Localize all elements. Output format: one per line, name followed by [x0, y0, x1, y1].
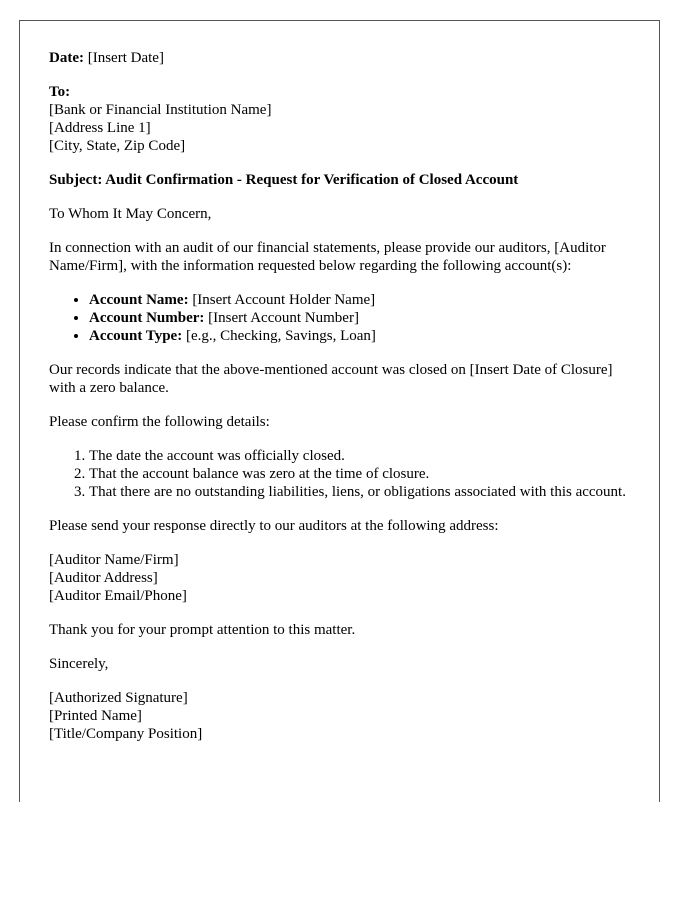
account-type-label: Account Type:	[89, 328, 183, 344]
account-number-value: [Insert Account Number]	[204, 310, 359, 326]
thanks-line: Thank you for your prompt attention to this matter.	[49, 622, 356, 638]
list-item	[89, 291, 629, 309]
recipient-city: [City, State, Zip Code]	[49, 138, 186, 154]
account-type-value: [e.g., Checking, Savings, Loan]	[182, 328, 376, 344]
recipient-name: [Bank or Financial Institution Name]	[49, 102, 272, 118]
recipient-label: To:	[49, 84, 71, 100]
authorized-signature: [Authorized Signature]	[49, 690, 188, 706]
records-paragraph: Our records indicate that the above-mentioned account was closed on [Insert Date of Closure] with a zero balance.	[49, 362, 613, 396]
closing-line: Sincerely,	[49, 656, 109, 672]
auditor-email-phone: [Auditor Email/Phone]	[49, 588, 187, 604]
account-details-list	[49, 291, 629, 345]
list-item: 3. That there are no outstanding liabilities, liens, or obligations associated with this account.	[89, 483, 629, 501]
response-request: Please send your response directly to our auditors at the following address:	[49, 518, 499, 534]
intro-paragraph: In connection with an audit of our financial statements, please provide our auditors, [Auditor Name/Firm], with the information requested below regarding the following account(s):	[49, 240, 606, 274]
auditor-address: [Auditor Address]	[49, 570, 158, 586]
confirm-items-list	[49, 447, 629, 501]
list-item	[89, 309, 629, 327]
recipient-address: [Address Line 1]	[49, 120, 151, 136]
list-item: 1. The date the account was officially closed.	[89, 447, 629, 465]
signature-block	[49, 689, 629, 743]
salutation: To Whom It May Concern,	[49, 206, 212, 222]
title-position: [Title/Company Position]	[49, 726, 203, 742]
subject-line	[49, 171, 629, 189]
account-name-label: Account Name:	[89, 292, 189, 308]
recipient-label-line	[49, 83, 629, 101]
date-line	[49, 49, 629, 67]
recipient-block	[49, 83, 629, 155]
list-item	[89, 327, 629, 345]
printed-name: [Printed Name]	[49, 708, 142, 724]
auditor-name: [Auditor Name/Firm]	[49, 552, 179, 568]
account-name-value: [Insert Account Holder Name]	[188, 292, 376, 308]
letter-page	[19, 20, 660, 802]
account-number-label: Account Number:	[89, 310, 205, 326]
auditor-contact-block	[49, 551, 629, 605]
list-item: 2. That the account balance was zero at the time of closure.	[89, 465, 629, 483]
subject-text: Subject: Audit Confirmation - Request for Verification of Closed Account	[49, 172, 519, 188]
date-value: [Insert Date]	[83, 50, 164, 66]
date-label: Date:	[49, 50, 84, 66]
confirm-request: Please confirm the following details:	[49, 414, 270, 430]
